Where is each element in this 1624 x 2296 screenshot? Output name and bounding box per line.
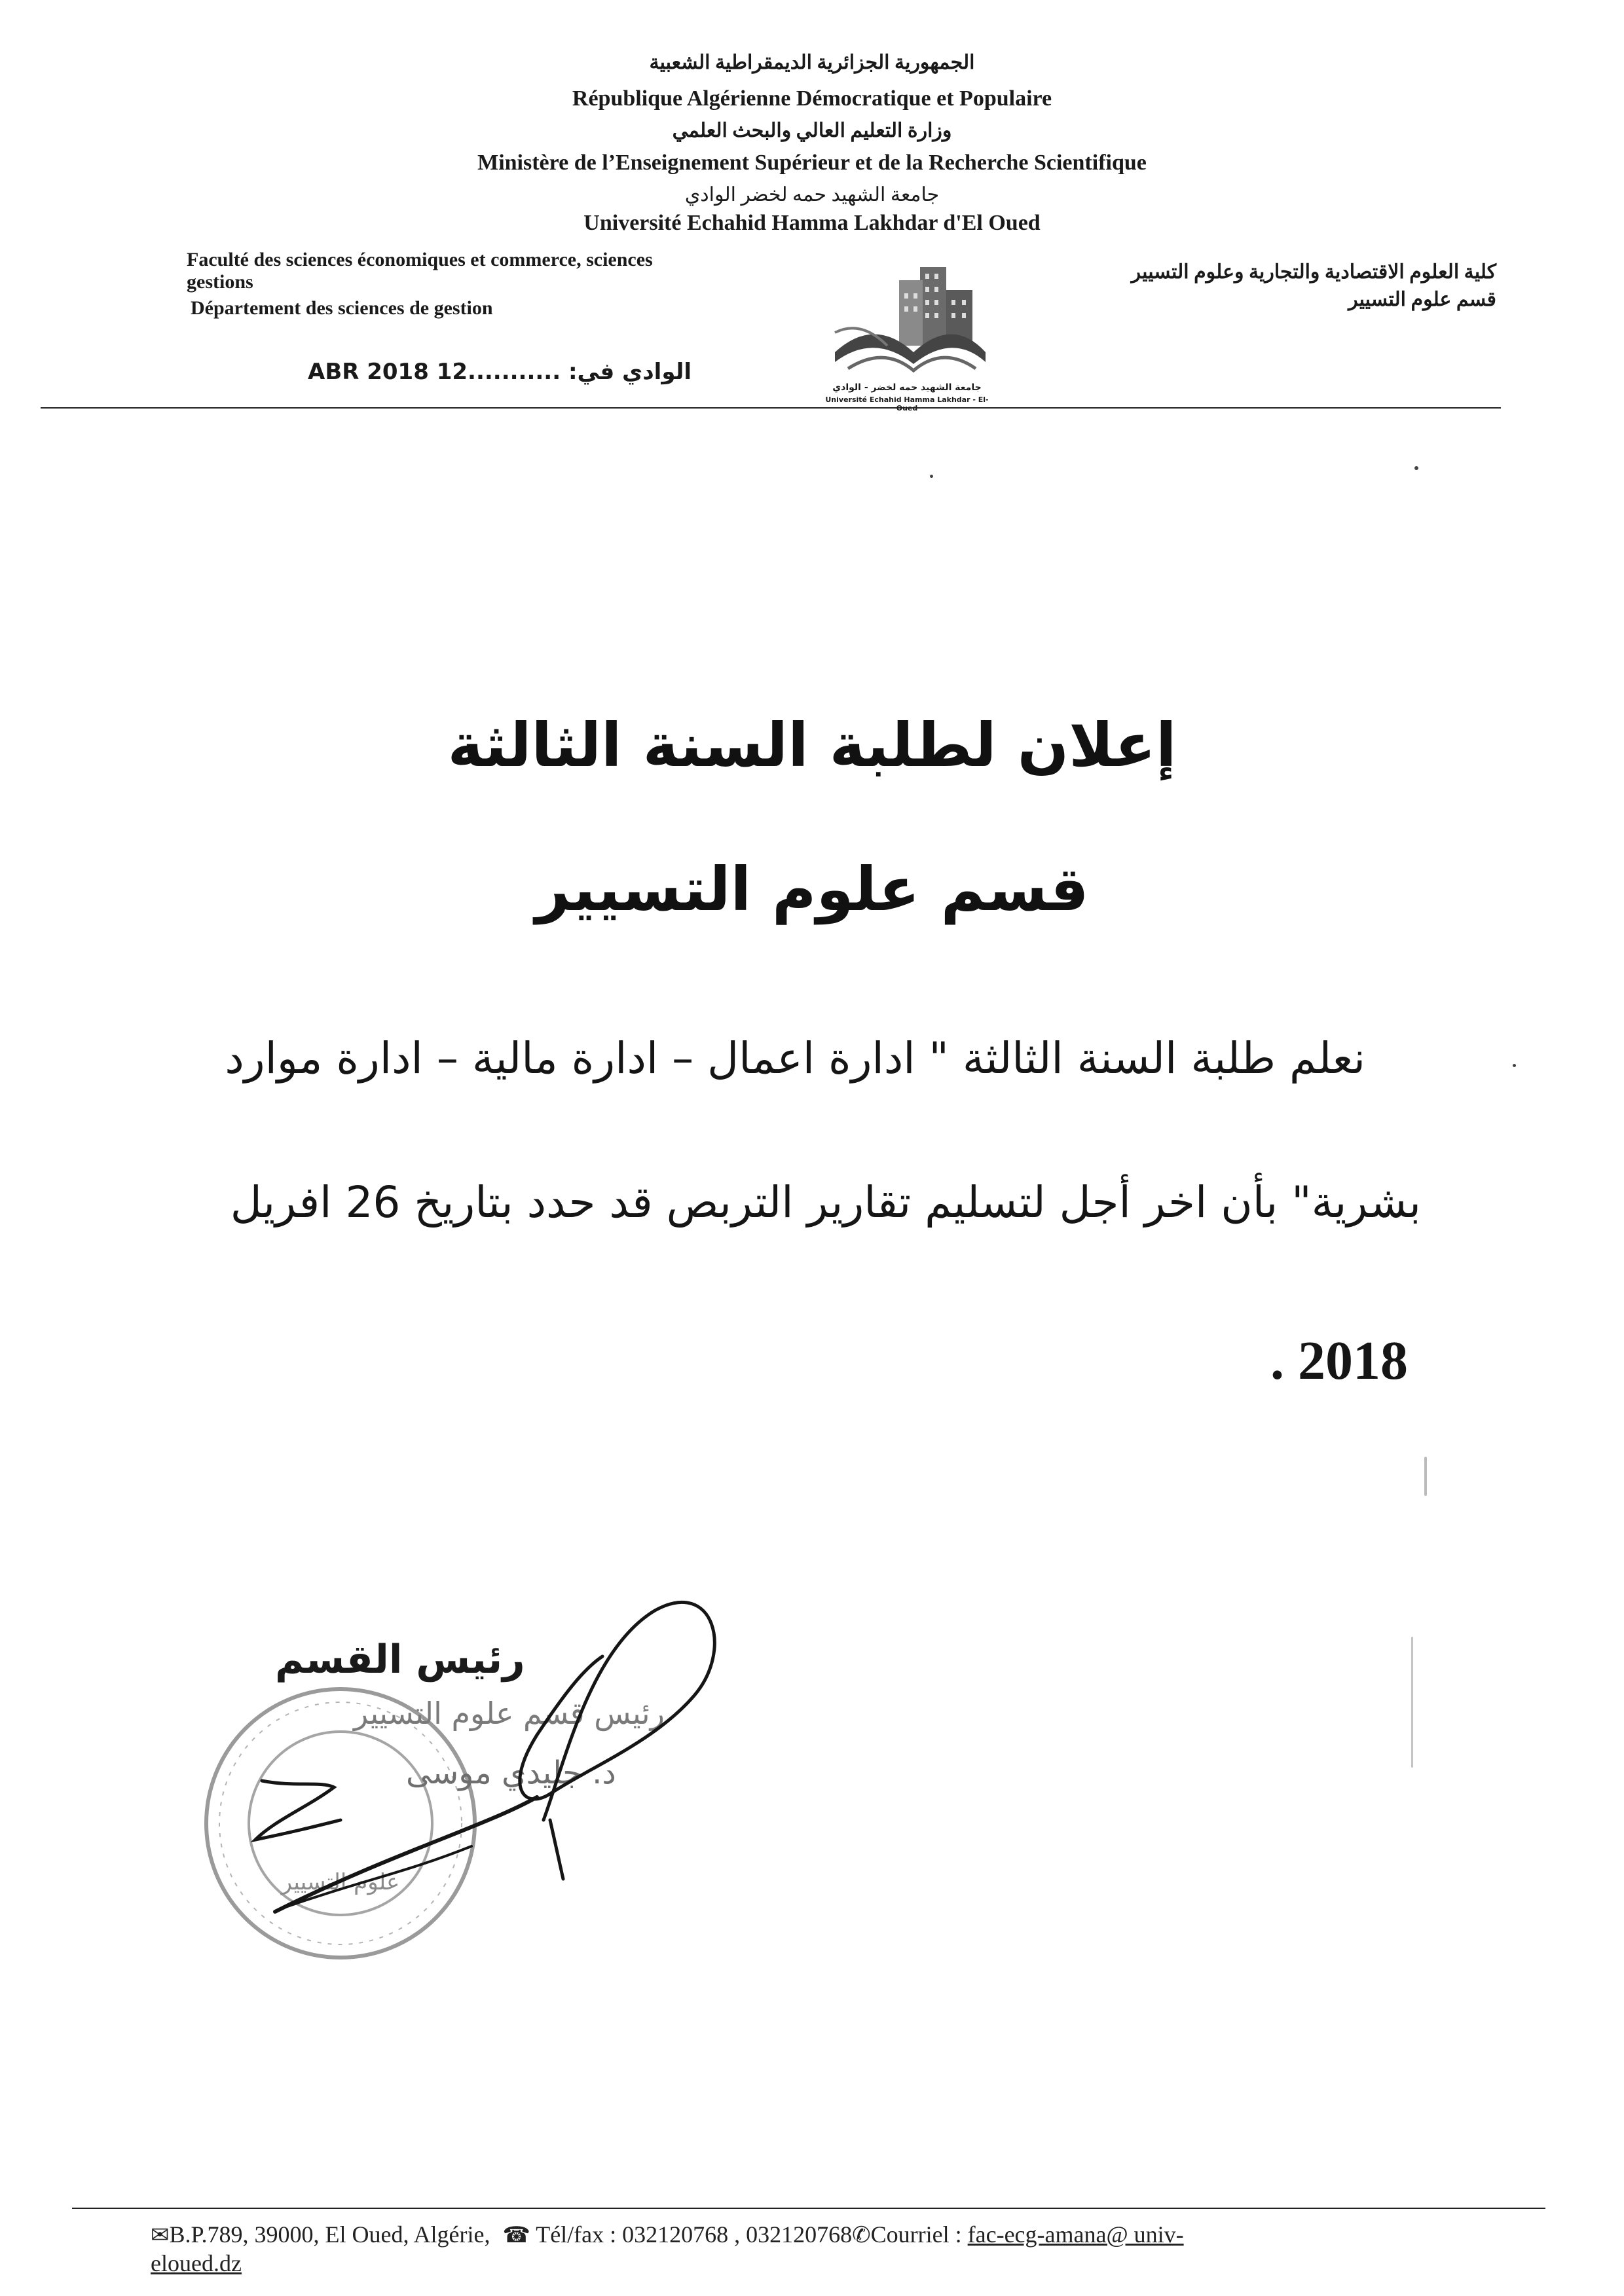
scan-speck [930, 475, 933, 478]
header-fr-university: Université Echahid Hamma Lakhdar d'El Oued [583, 211, 1041, 235]
faculty-fr-line-2: gestions [187, 271, 253, 293]
scan-speck [1414, 466, 1418, 470]
faculty-fr-line-1: Faculté des sciences économiques et commerce, sciences [187, 249, 653, 270]
logo-caption-fr: Université Echahid Hamma Lakhdar - El- [825, 395, 989, 404]
stamp-ring-text: علوم التسيير [281, 1869, 400, 1895]
scan-speck [1513, 1064, 1516, 1067]
header-ar-ministry: وزارة التعليم العالي والبحث العلمي [672, 120, 952, 141]
announcement-title: إعلان لطلبة السنة الثالثة [447, 710, 1177, 780]
footer-address: B.P.789, 39000, El Oued, Algérie, [169, 2221, 490, 2248]
faculty-ar: كلية العلوم الاقتصادية والتجارية وعلوم التسيير [1131, 261, 1496, 283]
scan-streak [1424, 1457, 1427, 1496]
footer-email[interactable]: fac-ecg-amana@ univ- [967, 2221, 1184, 2248]
stamp-line-2: د. جليدي موسى [406, 1755, 616, 1791]
header-ar-republic: الجمهورية الجزائرية الديمقراطية الشعبية [649, 52, 975, 73]
faculty-fr-block [187, 249, 653, 319]
mail-icon: ✆ [852, 2223, 871, 2248]
header-divider [41, 407, 1501, 409]
header-fr-ministry: Ministère de l’Enseignement Supérieur et de la Recherche Scientifique [477, 151, 1147, 175]
footer-email-continued[interactable]: eloued.dz [151, 2250, 242, 2276]
faculty-ar-block [1132, 259, 1496, 314]
footer-phone: Tél/fax : 032120768 , 032120768 [536, 2221, 853, 2248]
logo-caption-ar: جامعة الشهيد حمه لخضر - الوادي [832, 382, 982, 393]
stamp-line-1: رئيس قسم علوم التسيير [354, 1696, 665, 1731]
university-building-icon [822, 254, 992, 388]
footer-mail-label: Courriel : [870, 2221, 968, 2248]
announcement-subtitle: قسم علوم التسيير [535, 854, 1089, 924]
announcement-line-1: نعلم طلبة السنة الثالثة " ادارة اعمال – ادارة مالية – ادارة موارد [225, 1033, 1365, 1084]
department-ar: قسم علوم التسيير [1348, 289, 1496, 310]
handwritten-signature [196, 1571, 786, 1938]
scan-streak [1411, 1637, 1413, 1768]
university-logo [822, 254, 992, 411]
telephone-icon: ☎ [502, 2223, 530, 2248]
header-fr-republic: République Algérienne Démocratique et Populaire [572, 86, 1052, 111]
footer-contact [151, 2221, 1473, 2277]
department-fr: Département des sciences de gestion [191, 297, 493, 319]
announcement-line-3: 2018 . [1270, 1330, 1408, 1391]
header-ar-university: جامعة الشهيد حمه لخضر الوادي [684, 184, 940, 206]
signature-role: رئيس القسم [275, 1637, 525, 1683]
announcement-line-2: بشرية" بأن اخر أجل لتسليم تقارير التربص قد حدد بتاريخ 26 افريل [230, 1177, 1421, 1228]
envelope-icon: ✉ [151, 2223, 170, 2248]
footer-divider [72, 2208, 1545, 2209]
date-line: الوادي في: ...........12 ABR 2018 [308, 359, 692, 385]
